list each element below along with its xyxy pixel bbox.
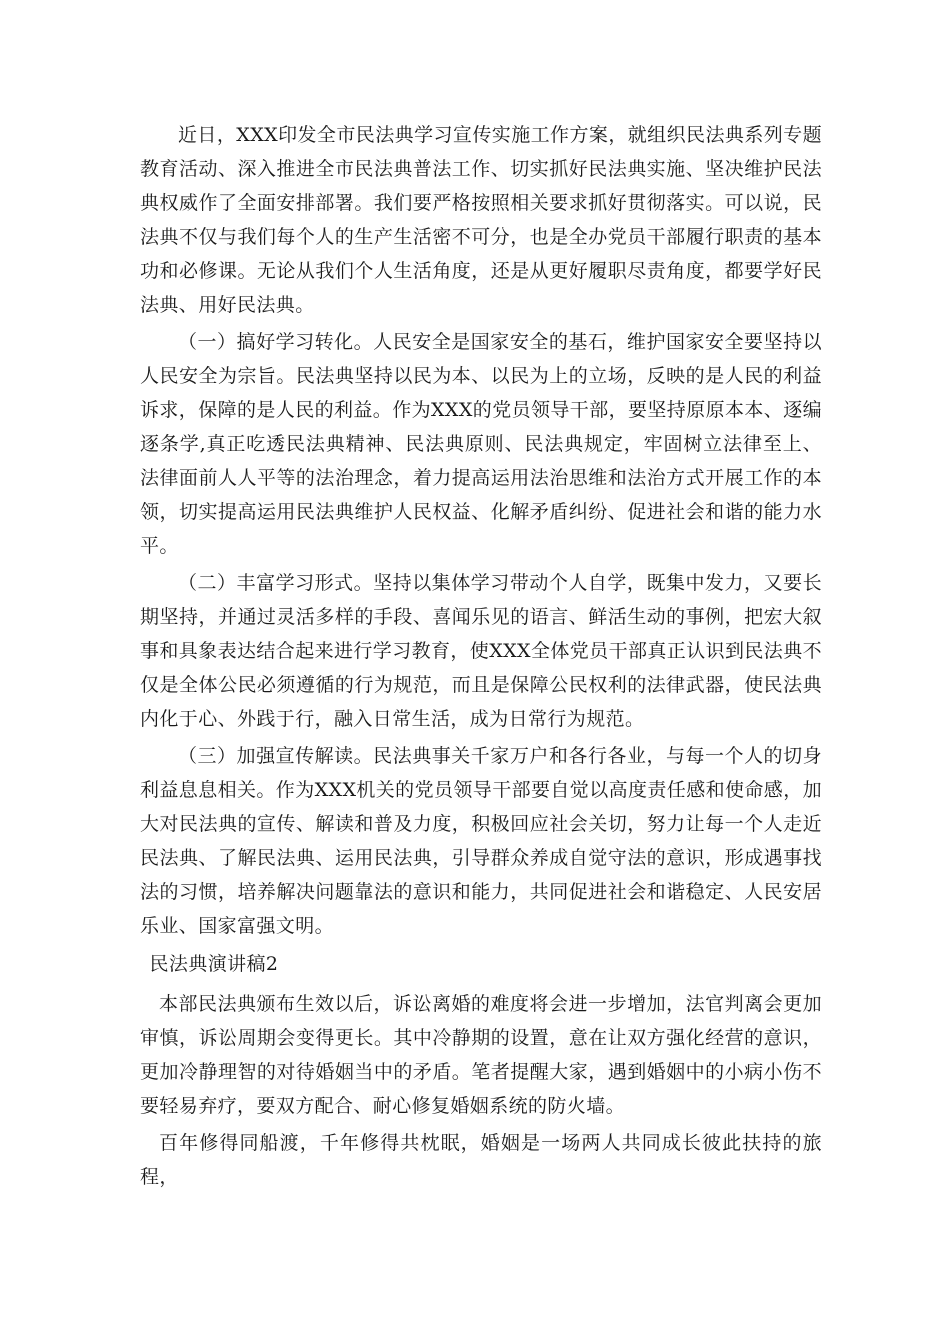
paragraph-section-3: （三）加强宣传解读。民法典事关千家万户和各行各业，与每一个人的切身利益息息相关。作为XXX机关的党员领导干部要自觉以高度责任感和使命感，加大对民法典的宣传、解读和普及力度，积极回应社会关切，努力让每一个人走近民法典、了解民法典、运用民法典，引导群众养成自觉守法的意识，形成遇事找法的习惯，培养解决问题靠法的意识和能力，共同促进社会和谐稳定、人民安居乐业、国家富强文明。 bbox=[140, 745, 822, 937]
speech-heading: 民法典演讲稿2 bbox=[149, 953, 279, 975]
document-body bbox=[140, 118, 822, 1194]
paragraph-intro: 近日，XXX印发全市民法典学习宣传实施工作方案，就组织民法典系列专题教育活动、深入推进全市民法典普法工作、切实抓好民法典实施、坚决维护民法典权威作了全面安排部署。我们要严格按照相关要求抓好贯彻落实。可以说，民法典不仅与我们每个人的生产生活密不可分，也是全办党员干部履行职责的基本功和必修课。无论从我们个人生活角度，还是从更好履职尽责角度，都要学好民法典、用好民法典。 bbox=[140, 124, 822, 316]
paragraph-section-2: （二）丰富学习形式。坚持以集体学习带动个人自学，既集中发力，又要长期坚持，并通过灵活多样的手段、喜闻乐见的语言、鲜活生动的事例，把宏大叙事和具象表达结合起来进行学习教育，使XXX全体党员干部真正认识到民法典不仅是全体公民必须遵循的行为规范，而且是保障公民权利的法律武器，使民法典内化于心、外践于行，融入日常生活，成为日常行为规范。 bbox=[140, 572, 822, 730]
paragraph-speech-2-continued: 百年修得同船渡，千年修得共枕眠，婚姻是一场两人共同成长彼此扶持的旅程， bbox=[140, 1132, 822, 1188]
paragraph-section-1: （一）搞好学习转化。人民安全是国家安全的基石，维护国家安全要坚持以人民安全为宗旨。民法典坚持以民为本、以民为上的立场，反映的是人民的利益诉求，保障的是人民的利益。作为XXX的党员领导干部，要坚持原原本本、逐编逐条学,真正吃透民法典精神、民法典原则、民法典规定，牢固树立法律至上、法律面前人人平等的法治理念，着力提高运用法治思维和法治方式开展工作的本领，切实提高运用民法典维护人民权益、化解矛盾纠纷、促进社会和谐的能力水平。 bbox=[140, 331, 822, 557]
paragraph-speech-2-intro: 本部民法典颁布生效以后，诉讼离婚的难度将会进一步增加，法官判离会更加审慎，诉讼周期会变得更长。其中冷静期的设置，意在让双方强化经营的意识，更加冷静理智的对待婚姻当中的矛盾。笔者提醒大家，遇到婚姻中的小病小伤不要轻易弃疗，要双方配合、耐心修复婚姻系统的防火墙。 bbox=[140, 993, 822, 1117]
